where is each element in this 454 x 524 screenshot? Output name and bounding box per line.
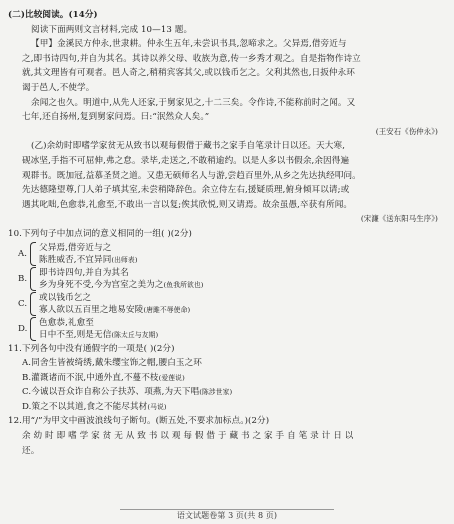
passage-b-line: 遇其叱咄,色愈恭,礼愈至,不敢出一言以复;俟其欣悦,则又请焉。故余虽愚,卒获有所闻。 xyxy=(22,199,353,210)
passage-a-line: 之,即书诗四句,并自为其名。其诗以养父母、收族为意,传一乡秀才观之。自是指物作诗立 xyxy=(22,53,361,64)
q10-option-letter: A. xyxy=(18,248,28,259)
section-title: (二)比较阅读。(14分) xyxy=(8,10,98,20)
brace-icon xyxy=(30,267,36,291)
q11-option-text: B.灌溉诸而不泯,中通外直,不蔓不枝 xyxy=(22,372,159,383)
q11-option-source: (陈涉世家) xyxy=(199,388,233,397)
q10-option-c[interactable] xyxy=(18,292,444,317)
q10-option-letter: D. xyxy=(18,323,28,334)
section-instruction: 阅读下面两则文言材料,完成 10—13 题。 xyxy=(31,24,193,35)
q11-option-text: C.今诚以吾众诈自称公子扶苏、项燕,为天下唱 xyxy=(22,387,200,398)
q10-option-line: 寡人欲以五百里之地易安陵 xyxy=(39,305,144,315)
q11-option-b[interactable] xyxy=(22,371,444,386)
q10-option-source: (鱼我所欲也) xyxy=(163,281,204,289)
q11-option-source: (马说) xyxy=(147,402,167,411)
q10-option-line: 陈胜威否,不宜异同 xyxy=(39,255,112,265)
q10-option-source: (唐雎不辱使命) xyxy=(143,306,191,314)
q10-option-source: (陈太丘与友期) xyxy=(111,331,159,339)
passage-a-line: 七年,还自扬州,复到舅家问焉。曰:“泯然众人矣。” xyxy=(22,112,210,123)
q10-option-line: 日中不至,则是无信 xyxy=(39,330,112,340)
passage-b-line: 先达德隆望尊,门人弟子填其室,未尝稍降辞色。余立侍左右,援疑质理,俯身倾耳以请;或 xyxy=(22,185,350,196)
passage-b-line: (乙)余幼时即嗜学家贫无从致书以观每假借于藏书之家手自笔录计日以还。天大寒, xyxy=(31,141,346,152)
q12-stem: 12.用“/”为甲文中画波浪线句子断句。(断五处,不要求加标点。)(2分) xyxy=(8,416,270,427)
question-11 xyxy=(8,342,444,415)
q10-option-letter: B. xyxy=(18,273,28,284)
q10-option-line: 父异焉,借旁近与之 xyxy=(39,242,112,253)
q11-option-text: A.同舍生皆被绮绣,戴朱缨宝饰之帽,腰白玉之环 xyxy=(22,358,202,369)
q11-option-source: (爱莲说) xyxy=(158,373,185,382)
q11-option-d[interactable] xyxy=(22,400,444,415)
q10-option-a[interactable] xyxy=(18,242,444,267)
q10-option-line: 色愈恭,礼愈至 xyxy=(39,317,94,328)
passage-b-line: 观群书。既加冠,益慕圣贤之道。又患无硕师名人与游,尝趋百里外,从乡之先达执经叩问。 xyxy=(22,170,361,181)
brace-icon xyxy=(30,292,36,316)
q10-stem: 10.下列句子中加点词的意义相同的一组( )(2分) xyxy=(8,228,192,239)
passage-a-line: 【甲】金溪民方仲永,世隶耕。仲永生五年,未尝识书具,忽啼求之。父异焉,借旁近与 xyxy=(31,39,347,50)
passage-a-line: 余闻之也久。明道中,从先人还家,于舅家见之,十二三矣。令作诗,不能称前时之闻。又 xyxy=(31,97,356,108)
q10-option-letter: C. xyxy=(18,298,28,309)
passage-a-line: 谒于邑人,不使学。 xyxy=(22,82,95,93)
q11-stem: 11.下列各句中没有通假字的一项是( )(2分) xyxy=(8,343,175,354)
page-footer: 语文试题卷第 3 页(共 8 页) xyxy=(176,511,278,521)
passage-b-source: (宋濂《送东阳马生序》) xyxy=(360,214,438,224)
q10-option-line: 乡为身死不受,今为宫室之美为之 xyxy=(39,280,164,290)
q12-answer-line[interactable]: 余 幼 时 即 嗜 学 家 贫 无 从 致 书 以 观 每 假 借 于 藏 书 之 家 手 自 笔 录 计 日 以 xyxy=(22,431,354,442)
passage-a-line: 就,其文理皆有可观者。邑人奇之,稍稍宾客其父,或以钱币乞之。父利其然也,日扳仲永环 xyxy=(22,68,355,79)
passage-a-source: (王安石《伤仲永》) xyxy=(375,126,438,136)
q10-option-line: 即书诗四句,并自为其名 xyxy=(39,267,129,278)
q11-option-c[interactable] xyxy=(22,385,444,400)
q11-option-text: D.策之不以其道,食之不能尽其材 xyxy=(22,401,148,412)
q10-option-source: (出师表) xyxy=(111,256,138,264)
q10-option-line: 或以钱币乞之 xyxy=(39,292,92,303)
passage-a xyxy=(22,37,444,139)
question-10 xyxy=(8,227,444,342)
q12-answer-tail: 还。 xyxy=(22,445,40,456)
q11-option-a[interactable] xyxy=(22,356,444,371)
passage-b xyxy=(22,139,444,227)
brace-icon xyxy=(30,242,36,266)
q10-option-d[interactable] xyxy=(18,317,444,342)
q10-option-b[interactable] xyxy=(18,267,444,292)
brace-icon xyxy=(30,317,36,341)
question-12 xyxy=(8,414,444,458)
passage-b-line: 砚冰坚,手指不可屈伸,弗之怠。录毕,走送之,不敢稍逾约。以是人多以书假余,余因得遍 xyxy=(22,155,350,166)
